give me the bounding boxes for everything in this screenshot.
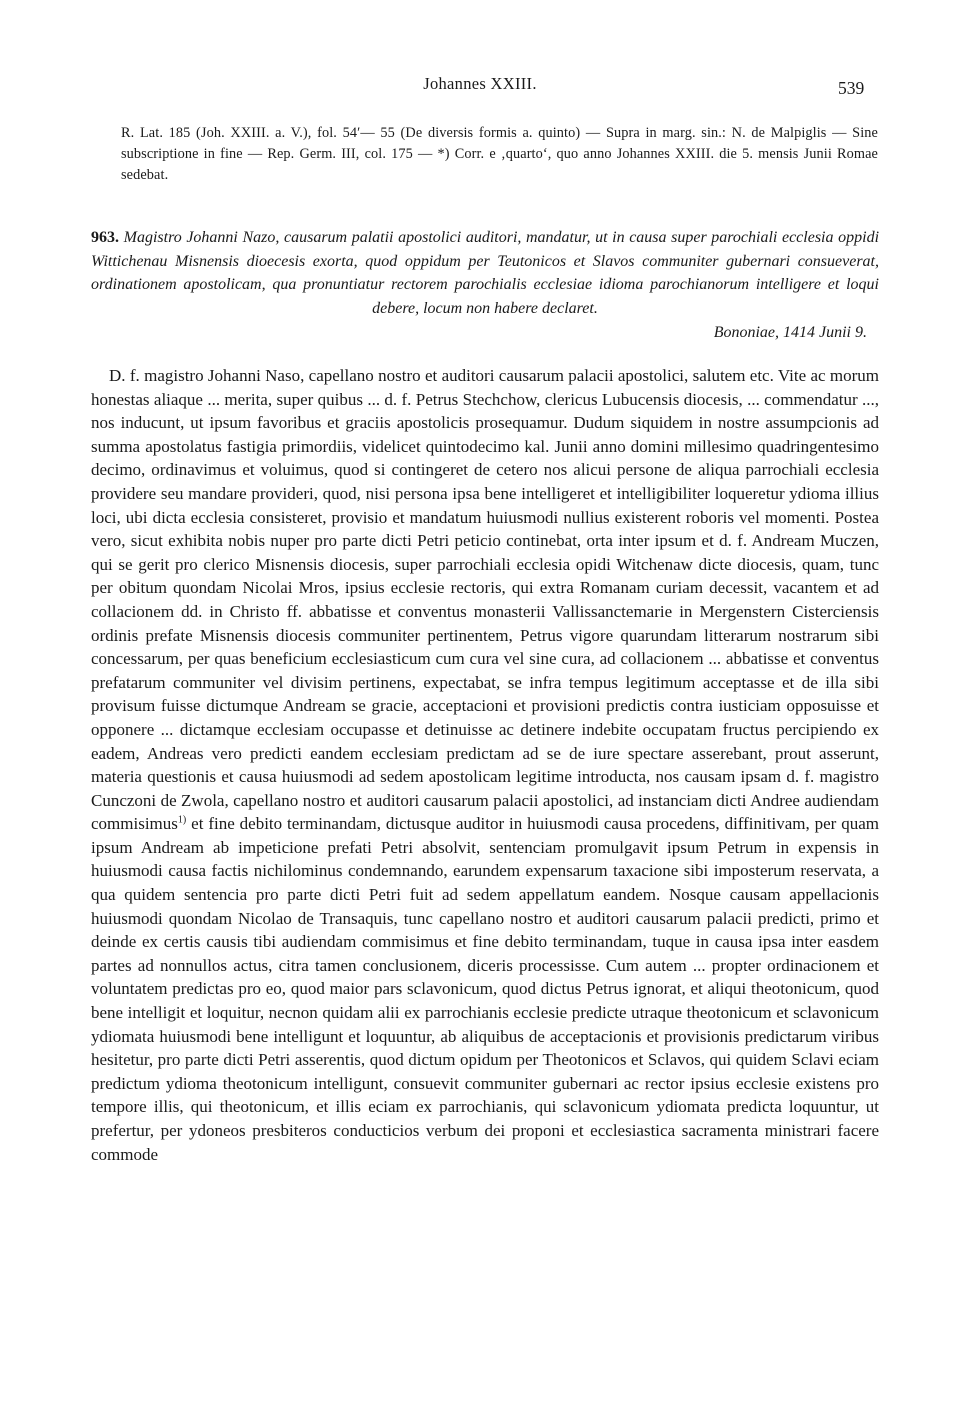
regest-paragraph [91, 226, 879, 320]
document-body [91, 364, 879, 1166]
entry-regest [91, 226, 879, 345]
body-text-part2: et fine debito terminandam, dictusque auditor in huiusmodi causa procedens, diffinitivam, per quam ipsum Andream ab impeticione prefati Petri absolvit, sentenciam promulgavit ipsum Petrum in expensis in huiusmodi causa factis nichilominus condemnando, earundem expensarum taxacione sibi imposterum reservata, a qua quidem sentencia pro parte dicti Petri fuit ad sedem appellatum eandem. Nosque causam appellacionis huiusmodi quondam Nicolao de Transaquis, tunc capellano nostro et auditori causarum palacii predicti, primo et deinde ex certis causis tibi audiendam commisimus et fine debito terminandam, tuque in causa ipsa inter easdem partes ad nonnullos actus, citra tamen conclusionem, diceris processisse. Cum autem ... propter ordinacionem et voluntatem predictas pro eo, quod maior pars sclavonicum, quod dictus Petrus ignorat, et aliqui theotonicum, quod bene intelligit et loquitur, necnon quidam alii ex parrochianis ecclesie predicte utraque theotonicum et sclavonicum ydiomata huiusmodi bene intelligunt et loquuntur, ab aliquibus de acceptacionis et provisionis predictarum viribus hesitetur, pro parte dicti Petri asserentis, quod dictum opidum per Theotonicos et Sclavos, qui quidem Sclavi eciam predictum ydioma theotonicum intelligunt, consuevit communiter gubernari ac rector ipsius ecclesie existens pro tempore illis, qui theotonicum, et illis eciam ex parrochianis, qui sclavonicum ydiomata predicta loquuntur, ut prefertur, per ydoneos presbiteros conducticios verbum dei proponi et ecclesiastica sacramenta ministrari facere commode [91, 814, 879, 1164]
page-number: 539 [838, 78, 865, 98]
body-paragraph [91, 364, 879, 1166]
entry-number: 963. [91, 229, 119, 246]
entry-date: Bononiae, 1414 Junii 9. [713, 324, 867, 342]
footnote-reference: 1) [177, 814, 187, 826]
source-note-text: R. Lat. 185 (Joh. XXIII. a. V.), fol. 54′— 55 (De diversis formis a. quinto) — Supra in marg. sin.: N. de Malpiglis — Sine subscriptione in fine — Rep. Germ. III, col. 175 — *) Corr. e ‚quarto‘, quo anno Johannes XXIII. die 5. mensis Junii Romae sedebat. [121, 125, 878, 183]
running-title: Johannes XXIII. [423, 74, 537, 93]
source-note [121, 123, 878, 186]
regest-text: Magistro Johanni Nazo, causarum palatii apostolici auditori, mandatur, ut in causa super parochiali ecclesia oppidi Wittichenau Misnensis dioecesis exorta, quod oppidum per Teutonicos et Slavos communiter gubernari consueverat, ordinationem apostolicam, qua pronuntiatur rectorem parochialis ecclesiae idioma parochianorum intelligere et loqui debere, locum non habere declaret. [91, 229, 880, 317]
body-text-part1: D. f. magistro Johanni Naso, capellano nostro et auditori causarum palacii apostolici, salutem etc. Vite ac morum honestas aliaque ... merita, super quibus ... d. f. Petrus Stechchow, clericus Lubucensis diocesis, ... commendatur ..., nos inducunt, ut ipsum favoribus et graciis apostolicis prosequamur. Dudum siquidem in nostre assumpcionis ad summa apostolatus fastigia primordiis, videlicet quintodecimo kal. Junii anno domini millesimo quadringentesimo decimo, ordinavimus et voluimus, quod si contingeret de cetero nos alicui persone de aliqua parrochiali ecclesia providere seu mandare provideri, quod, nisi persona ipsa bene intelligeret et intelligibiliter loqueretur ydioma illius loci, ubi dicta ecclesia consisteret, provisio et mandatum huiusmodi nullius existerent roboris vel momenti. Postea vero, sicut exhibita nobis nuper pro parte dicti Petri peticio continebat, orta inter ipsum et d. f. Andream Muczen, qui se gerit pro clerico Misnensis diocesis, super parrochiali ecclesia opidi Witchenaw dicte diocesis, quam, tunc per obitum quondam Nicolai Mros, ipsius ecclesie rectoris, qui extra Romanam curiam decessit, vacantem et ad collacionem dd. in Christo ff. abbatisse et conventus monasterii Vallissanctemarie in Mergenstern Cisterciensis ordinis prefate Misnensis diocesis communiter pertinentem, Petrus vigore quarundam litterarum nostrarum sibi concessarum, per quas beneficium ecclesiasticum cum cura vel sine cura, ad collacionem ... abbatisse et conventus prefatarum communiter vel divisim pertinens, expectabat, se infra tempus legitimum acceptasse et de illa sibi provisum fuisse dictumque Andream se gracie, acceptacioni et provisioni predictis contra iusticiam opposuisse et opponere ... dictamque ecclesiam occupasse et detinuisse ac detinere indebite occupatam fructus percipiendo ex eadem, Andreas vero predicti eandem ecclesiam predictam ad se de iure spectare asserebant, prout asserunt, materia questionis et causa huiusmodi ad sedem apostolicam legitime introducta, nos causam ipsam d. f. magistro Cunczoni de Zwola, capellano nostro et auditori causarum palacii apostolici, ad instanciam dicti Andree audiendam commisimus [91, 366, 879, 834]
